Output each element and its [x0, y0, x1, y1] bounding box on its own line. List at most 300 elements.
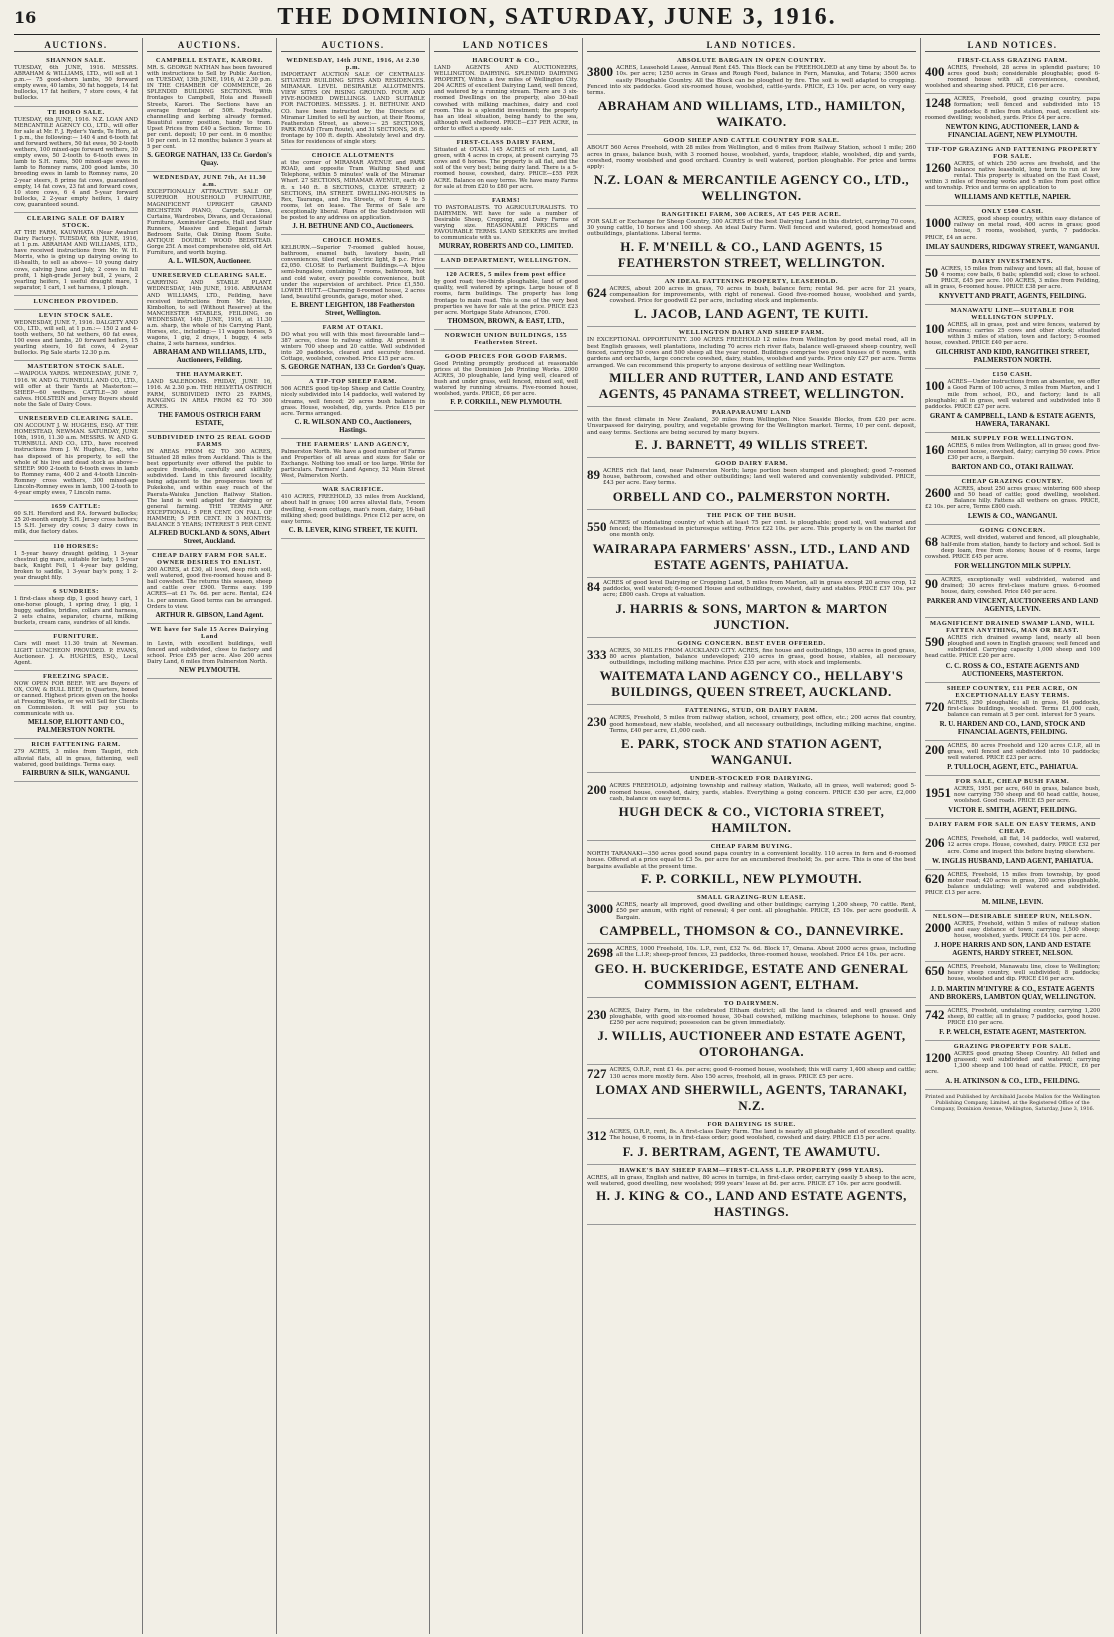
advertisement	[925, 525, 1100, 574]
ad-body: 200 ACRES, at £30, all level, deep rich soil, well watered, good five-roomed house and 8-bail cowshed. The returns this season, sheep and cattle over £900. Terms easy. 199 ACRES—at £1 7s. 6d. per acre. Rental, £24 1s. per annum. Good terms can be arranged. Orders to view.	[147, 567, 272, 610]
advertiser-name: E. J. BARNETT, 49 WILLIS STREET.	[634, 436, 869, 452]
advertisement	[925, 962, 1100, 1005]
advertisement	[14, 631, 138, 670]
advertisement	[925, 741, 1100, 776]
advertiser-name: J. HARRIS & SONS, MARTON & MARTON JUNCTION.	[615, 600, 888, 632]
advertisement	[281, 322, 425, 376]
ad-body: ACRES, O.R.P., rent £1 4s. per acre; good 6-roomed house, woolshed; this will carry 1,400 sheep and cattle; 130 acres more mostly fern. Also 150 acres, freehold, all in grass. PRICE £5 per acre.	[609, 1067, 916, 1080]
ad-body: ACRES, Freehold, good grazing country, papa formation; well fenced and subdivided into 15 paddocks; 8 miles from station, road, excellent six-roomed dwelling; woolshed, yards. Price £4 per acre.	[925, 96, 1100, 121]
ads-list	[14, 55, 138, 782]
ad-heading: MILK SUPPLY FOR WELLINGTON.	[951, 434, 1074, 442]
acreage-figure: 100	[925, 378, 945, 394]
advertiser-name: ABRAHAM AND WILLIAMS, LTD., Auctioneers, Feilding.	[152, 348, 267, 365]
advertiser-name: WAIRARAPA FARMERS' ASSN., LTD., LAND AND ESTATE AGENTS, PAHIATUA.	[592, 540, 911, 572]
ad-body: ACRES, Freehold, Manawatu line, close to Wellington; heavy sheep country, well subdivided; 8 paddocks; house, woolshed and dip. PRICE £16 per acre.	[947, 964, 1100, 983]
ad-heading: THE HAYMARKET.	[176, 371, 243, 379]
acreage-figure: 2000	[925, 920, 951, 935]
acreage-figure: 720	[925, 698, 945, 714]
section-heading: LAND NOTICES.	[925, 40, 1100, 52]
advertiser-name: LOMAX AND SHERWILL, AGENTS, TARANAKI, N.Z.	[595, 1082, 908, 1114]
ad-heading: LEVIN STOCK SALE.	[38, 311, 114, 319]
ad-heading: CHOICE ALLOTMENTS	[311, 152, 395, 160]
acreage-figure: 333	[587, 646, 607, 662]
ad-body: ACRES FREEHOLD, adjoining township and railway station, Waikato, all in grass, well watered; good 5-roomed house, cowshed, dairy, yards, stables. Everything a going concern. PRICE £30 per acre, £2,000 cash, balance on easy terms.	[609, 783, 916, 802]
advertisement	[14, 107, 138, 213]
ad-body: ACRES, about 200 acres in grass, 70 acres in bush, balance fern; rental 9d. per acre for 21 years, compensation for improvements, with right of renewal. Good five-roomed house, woolshed and yards, cowshed. Price for goodwill £2 per acre, including stock and implements.	[609, 285, 916, 305]
advertisement	[587, 327, 916, 406]
advertisement	[925, 206, 1100, 255]
ad-heading: TO DAIRYMEN.	[723, 999, 780, 1007]
imprint-footer: Printed and Published by Archibald Jacobs Mallon for the Wellington Publishing Company, Limited, at the Registered Office of the Company, Dominion Avenue, Wellington, Saturday, June 3, 1916.	[925, 1094, 1100, 1113]
acreage-figure: 1248	[925, 95, 951, 111]
acreage-figure: 1260	[925, 159, 951, 175]
ad-heading: THE FARMERS' LAND AGENCY,	[296, 440, 410, 448]
ad-heading: CAMPBELL ESTATE, KARORI.	[155, 57, 264, 64]
column-land-notices-3	[921, 38, 1104, 1634]
advertiser-name: ARTHUR R. GIBSON, Land Agent.	[155, 610, 264, 619]
advertisement	[434, 195, 578, 256]
advertisement	[587, 458, 916, 510]
section-heading: LAND NOTICES.	[587, 40, 916, 52]
acreage-figure: 550	[587, 518, 607, 534]
ad-heading: FARM AT OTAKI.	[322, 323, 384, 331]
acreage-figure: 160	[925, 441, 945, 457]
ad-heading: FOR DAIRYING IS SURE.	[707, 1121, 796, 1129]
ad-body: 60 S.H. Hereford and P.A. forward bullocks; 25 20-month empty S.H. Jersey cross heifers; 15 S.H. Jersey dry cows; 3 dairy cows in milk, due factory dates.	[14, 511, 138, 536]
ad-body: IN AREAS FROM 62 TO 300 ACRES, Situated 28 miles from Auckland. This is the best opportunity ever offered the public to acquire freeholds, carefully and skilfully subdivided. Land in this favoured locality, being adjacent to the prosperous town of Pukekohe, and within easy reach of the Paerata-Waiuku Junction Railway Station. The land is well adapted for dairying or general farming. THE TERMS ARE EXCEPTIONAL: 5 PER CENT. ON FALL OF HAMMER; 5 PER CENT. IN 3 MONTHS; BALANCE 5 YEARS; INTEREST 5 PER CENT.	[147, 448, 272, 528]
ad-heading: UNRESERVED CLEARING SALE.	[152, 272, 267, 280]
ad-body: with the finest climate in New Zealand, 30 miles from Wellington. Nice Seaside Blocks, from £20 per acre. Unsurpassed for dairying, poultry, and vegetable growing for the Wellington market. Terms, 10 per cent. deposit, and easy terms. Sections are being secured by many buyers.	[587, 416, 916, 436]
ad-heading: MANAWATU LINE—SUITABLE FOR WELLINGTON SUPPLY.	[950, 306, 1075, 321]
acreage-figure: 742	[925, 1006, 945, 1022]
advertisement	[925, 369, 1100, 432]
column-land-notices-2	[583, 38, 921, 1634]
advertisement	[587, 135, 916, 208]
advertiser-name: E. PARK, STOCK AND STATION AGENT, WANGANUI.	[621, 736, 882, 768]
advertisement	[925, 256, 1100, 305]
page-number: 16	[14, 7, 37, 27]
advertisement	[925, 94, 1100, 143]
ad-body: ACRES, O.R.P., rent, 8s. A first-class Dairy Farm. The land is nearly all ploughable and of excellent quality. The house, 6 rooms, is in first-class order; good woolshed, cowshed and dairy. PRICE £15 per acre.	[609, 1129, 916, 1142]
ad-body: ACRES, 6 miles from Wellington, all in grass; good five-roomed house, cowshed, dairy; carrying 50 cows. Price £30 per acre, a Bargain.	[947, 442, 1100, 461]
advertiser-name: MILLER AND RUTTER, LAND AND ESTATE AGENTS, 45 PANAMA STREET, WELLINGTON.	[598, 369, 905, 401]
advertiser-name: CAMPBELL, THOMSON & CO., DANNEVIRKE.	[599, 922, 904, 938]
ad-body: ACRES, 250 ploughable; all in grass, 84 paddocks, first-class buildings, woolshed. Terms £1,000 cash, balance can remain at 5 per cent. interest for 5 years.	[947, 699, 1100, 718]
ad-body: ACRES, nearly all improved, good dwelling and other buildings; carrying 1,200 sheep, 70 cattle. Rent, £50 per annum, with right of renewal; 4 per cent. all ploughable. PRICE, £5 10s. per acre goodwill. A Bargain.	[616, 902, 916, 921]
acreage-figure: 200	[925, 741, 945, 757]
acreage-figure: 100	[925, 320, 945, 336]
ad-heading: 110 HORSES:	[53, 542, 99, 550]
acreage-figure: 200	[587, 782, 607, 798]
advertisement	[14, 361, 138, 413]
advertiser-name: HUGH DECK & CO., VICTORIA STREET, HAMILTON.	[618, 804, 885, 836]
advertisement	[925, 911, 1100, 962]
advertisement	[14, 671, 138, 740]
ad-body: LAND SALEROOMS. FRIDAY, JUNE 16, 1916. At 2.30 p.m. THE HELVETIA OSTRICH FARM, SUBDIVIDED INTO 25 FARMS, RANGING IN AREA FROM 62 TO 300 ACRES.	[147, 379, 272, 410]
acreage-figure: 1951	[925, 785, 951, 801]
ads-list	[281, 55, 425, 539]
advertiser-name: H. J. KING & CO., LAND AND ESTATE AGENTS, HASTINGS.	[596, 1188, 907, 1220]
ad-body: by good road; two-thirds ploughable, land of good quality, well watered by springs. Large house of 8 rooms, farm buildings. The property has long frontage to main road. This is one of the very best properties we have for sale at the price. PRICE £23 per acre. Mortgage State Advances, £700.	[434, 279, 578, 316]
advertisement	[14, 586, 138, 631]
ad-body: FOR SALE or Exchange for Sheep Country, 300 ACRES of the best Dairying Land in this district, carrying 70 cows, 30 young cattle, 10 horses and 100 sheep. An ideal Dairy Farm. Well fenced and watered, good homestead and outbuildings, plantations. Liberal terms.	[587, 218, 916, 238]
ad-body: ACRES, of which 250 acres are freehold, and the balance native leasehold, long term to run at low rental. This property is situated on the East Coast, within 3 miles of freezing works and 5 miles from post office and township. Price and terms on application to	[925, 160, 1100, 192]
advertisement	[587, 1065, 916, 1119]
ad-heading: SHEEP COUNTRY, £11 PER ACRE, ON EXCEPTIONALLY EASY TERMS.	[946, 684, 1079, 699]
ads-list	[147, 55, 272, 679]
ad-body: ACRES, 1000 Freehold, 10s. L.P., rent, £32 7s. 6d. Block 17, Omana. About 2000 acres grass, including all the L.I.P.; sheep-proof fences, 23 paddocks, three-roomed house, woolshed. Price £4 10s. per acre.	[616, 945, 916, 959]
column-auctions-3	[277, 38, 430, 1634]
advertisement	[925, 144, 1100, 206]
ad-body: TUESDAY, 6th JUNE, 1916. MESSRS. ABRAHAM & WILLIAMS, LTD., will sell at 1 p.m.— 75 good-shorn lambs, 50 forward empty ewes, 40 lambs, 30 fat hoggets, 14 fat bullocks, 17 fat heifers, 7 store cows, 4 fat bullocks.	[14, 65, 138, 102]
ad-body: ACRES, Freehold, undulating country, carrying 1,200 sheep, 80 cattle; all in grass; 7 paddocks, good house. PRICE £10 per acre.	[947, 1007, 1100, 1026]
advertiser-name: WILLIAMS AND KETTLE, NAPIER.	[954, 193, 1071, 202]
ad-heading: PARAPARAUMU LAND	[711, 408, 792, 416]
advertisement	[925, 1006, 1100, 1041]
ad-body: TUESDAY, 6th JUNE, 1916. N.Z. LOAN AND MERCANTILE AGENCY CO., LTD., will offer for sale at Mr. F. J. Ryder's Yards, Te Horo, at 1 p.m., the following:— 140 4 and 6-tooth fat and forward wethers, 50 fat ewes, 50 2-tooth wethers, 100 mixed-age forward wethers, 30 empty ewes, 50 2-tooth to 6-tooth ewes in lamb to S.H. rams, 500 mixed-age ewes in lamb to Romney rams, 200 good lambs, 30 breeding ewes in lamb to Romney rams, 20 2-year steers, 8 prime fat cows, guaranteed empty, 14 fat cows, 23 fat and forward cows, 10 store cows, 6 4 and 5-year forward bullocks, 2 2-year empty heifers, 1 dairy cow, guaranteed sound.	[14, 116, 138, 208]
advertisement	[14, 213, 138, 296]
ad-heading: SHANNON SALE.	[46, 57, 106, 64]
acreage-figure: 1000	[925, 215, 951, 231]
ad-body: MR. S. GEORGE NATHAN has been favoured with instructions to Sell by Public Auction, on TUESDAY, 13th JUNE, 1916, At 2.30 p.m. IN THE CHAMBER OF COMMERCE, 26 SPLENDID BUILDING SECTIONS. With frontages to Campbell, Hoia and Russell Streets, Karori. The Sections have an average frontage of 50ft. Footpaths, channelling and kerbing already formed. Beautiful sunny position, handy to tram. Upset Prices from £40 a Section. Terms: 10 per cent. deposit; 10 per cent. in 6 months; 10 per cent. in 12 months; balance 3 years at 5 per cent.	[147, 65, 272, 151]
advertisement	[925, 55, 1100, 94]
acreage-figure: 230	[587, 1006, 607, 1022]
advertiser-name: GRANT & CAMPBELL, LAND & ESTATE AGENTS, HAWERA, TARANAKI.	[929, 411, 1096, 428]
ad-heading: FURNITURE.	[53, 633, 99, 641]
advertisement	[925, 575, 1100, 618]
advertisement	[14, 310, 138, 362]
advertisement	[281, 235, 425, 322]
ad-heading: AN IDEAL FATTENING PROPERTY, LEASEHOLD.	[664, 277, 839, 285]
section-heading: AUCTIONS.	[14, 40, 138, 52]
ad-heading: FIRST-CLASS DAIRY FARM,	[456, 139, 556, 147]
advertiser-name: F. P. CORKILL, NEW PLYMOUTH.	[450, 398, 562, 407]
ad-body: Good Printing promptly produced at reasonable prices at the Dominion Job Printing Works. 2000 ACRES, 30 ploughable, land lying well, cleared of bush and under grass, well fenced, mixed soil, well watered by running streams. Five-roomed house, woolshed, yards. PRICE, £6 per acre.	[434, 360, 578, 398]
advertisement	[147, 432, 272, 550]
advertiser-name: FAIRBURN & SILK, WANGANUI.	[22, 768, 130, 777]
ad-body: ACRES, all in grass, English and native, 80 acres in turnips, in first-class order, carrying easily 5 sheep to the acre, well watered, good dwelling, new woolshed; 999 years' lease at 8d. per acre. PRICE £7 10s. per acre goodwill.	[587, 1174, 916, 1187]
advertiser-name: C. R. WILSON AND CO., Auctioneers, Hastings.	[294, 417, 412, 434]
advertiser-name: GILCHRIST AND KIDD, RANGITIKEI STREET, PALMERSTON NORTH.	[935, 348, 1090, 365]
ad-heading: FIRST-CLASS GRAZING FARM.	[957, 57, 1068, 64]
ad-heading: £150 CASH.	[992, 371, 1033, 379]
advertiser-name: H. F. M'NEILL & CO., LAND AGENTS, 15 FEATHERSTON STREET, WELLINGTON.	[617, 238, 886, 270]
advertiser-name: J. H. BETHUNE AND CO., Auctioneers.	[292, 222, 414, 231]
ad-body: 1 5-year heavy draught gelding, 1 3-year chestnut gig mare, suitable for lady, 1 5-year back, Knight Fell, 1 4-year bay gelding, broken to saddle, 1 3-year bay's pony, 1 2-year draught filly.	[14, 550, 138, 581]
ad-heading: UNRESERVED CLEARING SALE.	[18, 415, 134, 423]
ad-heading: MAGNIFICENT DRAINED SWAMP LAND, WILL FATTEN ANYTHING, MAN OR BEAST.	[930, 620, 1095, 635]
ad-heading: GOOD PRICES FOR GOOD FARMS.	[444, 352, 568, 360]
ad-heading: GOOD SHEEP AND CATTLE COUNTRY FOR SALE.	[663, 137, 840, 145]
advertiser-name: BARTON AND CO., OTAKI RAILWAY.	[951, 463, 1074, 472]
advertisement	[587, 209, 916, 276]
ad-body: EXCEPTIONALLY ATTRACTIVE SALE OF SUPERIOR HOUSEHOLD FURNITURE, MAGNIFICENT UPRIGHT GRAND BECHSTEIN PIANO, Carpets, Linos, Curtains, Wardrobes, Divans, and Occasional Furniture, Axminster Carpets, Hall and Stair Runners, Massive and Elegant Jarrah Bedroom Suite, Oak Dining Room Suite. ANTIQUE DOUBLE WOOD BEDSTEAD. Gorge 25f. A most comprehensive old, old Art Furniture, and worth buying.	[147, 189, 272, 257]
ad-body: ACRES, Dairy Farm, in the celebrated Eltham district; all the land is cleared and well grassed and ploughable, with good six-roomed house, 30-bail cowshed, milking machines, telephone to house. Only £250 per acre required; possession can be given immediately.	[609, 1007, 916, 1027]
advertisement	[434, 55, 578, 137]
ad-body: DO what you will with this most favourable land—387 acres, close to railway siding. At present it winters 700 sheep and 20 cattle. Well subdivided into 20 paddocks, cleared and securely fenced. Cottage, woolshed, cowshed. Price £15 per acre.	[281, 331, 425, 363]
ad-body: ACRES, Freehold, 28 acres in splendid pasture; 10 acres good bush; considerable ploughable; good 6-roomed house with all conveniences, cowshed, woolshed and shearing shed. PRICE, £16 per acre.	[925, 65, 1100, 90]
ad-heading: FARMS!	[492, 196, 520, 204]
ad-heading: WE have for Sale 15 Acres Dairying Land	[150, 625, 269, 640]
advertiser-name: FOR WELLINGTON MILK SUPPLY.	[954, 561, 1071, 570]
advertiser-name: KNYVETT AND PRATT, AGENTS, FEILDING.	[938, 291, 1087, 300]
ad-body: TO PASTORALISTS. TO AGRICULTURALISTS. TO DAIRYMEN. WE have for sale a number of Desirable Sheep, Cropping, and Dairy Farms of varying size. REASONABLE PRICES and FAVOURABLE TERMS. LAND SEEKERS are invited to communicate with us.	[434, 204, 578, 242]
ad-body: Palmerston North. We have a good number of Farms and Properties of all areas and sizes for Sale or Exchange. Nothing too small or too large. Write for particulars. Farmers' Land Agency, 52 Main Street West, Palmerston North.	[281, 448, 425, 480]
ad-heading: FREEZING SPACE.	[42, 672, 110, 680]
advertisement	[587, 1119, 916, 1165]
advertiser-name: J. D. MARTIN M'INTYRE & CO., ESTATE AGENTS AND BROKERS, LAMBTON QUAY, WELLINGTON.	[929, 984, 1096, 1001]
advertisement	[587, 638, 916, 706]
ads-list	[925, 55, 1100, 1090]
ad-body: ACRES, 30 MILES FROM AUCKLAND CITY. ACRES, fine house and outbuildings, 150 acres in good grass, 80 acres plantation, balance undeveloped; 210 acres in grass, good house, stables, all necessary outbuildings, including milking machine. Price £35 per acre, with stock and implements.	[609, 647, 916, 667]
advertiser-name: A. H. ATKINSON & CO., LTD., FEILDING.	[945, 1077, 1080, 1086]
advertiser-name: ORBELL AND CO., PALMERSTON NORTH.	[612, 488, 891, 504]
advertiser-name: NEWTON KING, AUCTIONEER, LAND & FINANCIAL AGENT, NEW PLYMOUTH.	[945, 122, 1080, 139]
advertiser-name: S. GEORGE NATHAN, 133 Cr. Gordon's Quay.	[281, 363, 425, 372]
ad-body: ACRES, Freehold, 5 miles from railway station, school, creamery, post office, etc.; 200 acres flat country, good homestead, new stable, woolshed, and all necessary outbuildings, including milking machine, engine. Terms, £40 per acre, £1,000 cash.	[609, 715, 916, 734]
acreage-figure: 400	[925, 64, 945, 79]
acreage-figure: 727	[587, 1066, 607, 1082]
ad-body: ACRES, well divided, watered and fenced, all ploughable, half-mile from station, handy to factory and school. Soil is deep loam, free from stones; house of 6 rooms, large cowshed. PRICE £45 per acre.	[925, 535, 1100, 560]
advertisement	[147, 550, 272, 624]
advertiser-name: E. BRENT LEIGHTON, 188 Featherston Street, Wellington.	[291, 300, 415, 317]
acreage-figure: 89	[587, 466, 600, 482]
advertiser-name: J. WILLIS, AUCTIONEER AND ESTATE AGENT, OTOROHANGA.	[597, 1028, 906, 1060]
advertisement	[14, 501, 138, 540]
acreage-figure: 84	[587, 578, 600, 594]
ad-heading: WELLINGTON DAIRY AND SHEEP FARM.	[678, 329, 825, 337]
ad-body: ACRES rich drained swamp land, nearly all been ploughed and sown in English grasses; well fenced and subdivided. Carrying capacity 1,000 sheep and 100 head cattle. PRICE £20 per acre.	[925, 635, 1100, 660]
ads-list	[587, 55, 916, 1225]
ad-heading: FATTENING, STUD, OR DAIRY FARM.	[685, 707, 818, 715]
ad-heading: TIP-TOP GRAZING AND FATTENING PROPERTY FOR SALE.	[927, 145, 1098, 160]
ad-body: ACRES good grazing Sheep Country. All felled and grassed; well subdivided and watered; carrying 1,300 sheep and 100 head of cattle. PRICE, £6 per acre.	[925, 1050, 1100, 1076]
advertisement	[587, 841, 916, 892]
ad-heading: MASTERTON STOCK SALE.	[27, 363, 125, 371]
acreage-figure: 1200	[925, 1049, 951, 1065]
ad-heading: 120 ACRES, 5 miles from post office	[445, 271, 567, 279]
ad-body: IN EXCEPTIONAL OPPORTUNITY. 300 ACRES FREEHOLD 12 miles from Wellington by good metal road, all in best English grasses, well plantations, including 70 acres rich river flats, balance well-grassed sheep country, well fenced, carrying 50 cows and 500 sheep all the year round. Buildings comprise two good houses of 6 rooms, with gardens and orchards, large concrete cowshed, dairy, stables, woolshed and yards. Price only £27 per acre. Terms arranged. We can recommend this property to anyone desirous of settling near Wellington.	[587, 337, 916, 369]
ad-heading: CHEAP GRAZING COUNTRY.	[961, 478, 1064, 486]
advertisement	[925, 476, 1100, 525]
ad-heading: LAND DEPARTMENT, WELLINGTON.	[440, 257, 572, 265]
ad-heading: 1659 CATTLE:	[51, 503, 101, 511]
advertisement	[587, 705, 916, 773]
ad-body: ON ACCOUNT J. W. HUGHES, ESQ. AT THE HOMESTEAD, NEWMAN. SATURDAY, JUNE 10th, 1916, 11.30 a.m. MESSRS. W. AND G. TURNBULL AND CO., LTD., have received instructions from J. W. Hughes, Esq., who has disposed of his property, to sell the whole of his live and dead stock as above— SHEEP: 900 2-tooth to 6-tooth ewes in lamb to Romney rams, 400 2 and 4-tooth Lincoln-Romney cross wethers, 300 mixed-age Lincoln-Romney ewes in lamb, 100 2-tooth to 4-year empty ewes, 7 Lincoln rams.	[14, 423, 138, 497]
advertiser-name: F. P. CORKILL, NEW PLYMOUTH.	[640, 871, 863, 887]
advertisement	[281, 150, 425, 235]
ad-heading: CHOICE HOMES.	[322, 237, 384, 245]
ad-heading: HAWKE'S BAY SHEEP FARM—FIRST-CLASS L.I.P. PROPERTY (999 YEARS).	[619, 1166, 884, 1174]
ad-heading: SUBDIVIDED INTO 25 REAL GOOD FARMS	[148, 433, 271, 448]
ad-heading: UNDER-STOCKED FOR DAIRYING.	[689, 775, 814, 783]
advertisement	[434, 255, 578, 269]
ad-body: ACRES, 1951 per acre, 640 in grass, balance bush, now carrying 750 sheep and 60 head cattle, house, woolshed. Good roads. PRICE £5 per acre.	[954, 786, 1100, 805]
ad-heading: DAIRY INVESTMENTS.	[971, 257, 1053, 265]
masthead	[14, 0, 1100, 35]
ad-body: ACRES of undulating country of which at least 75 per cent. is ploughable; good soil, well watered and fenced; the Homestead in picturesque setting. Price £22 10s. per acre. This property is on the market for one month only.	[609, 519, 916, 539]
advertisement	[587, 276, 916, 328]
advertiser-name: R. U. HARDEN AND CO., LAND, STOCK AND FINANCIAL AGENTS, FEILDING.	[939, 719, 1086, 736]
acreage-figure: 90	[925, 575, 938, 591]
ad-body: Situated at OTAKI. 145 ACRES of rich Land, all green, with 4 acres in crops, at present carrying 75 cows and 6 horses. The property is all flat, and the soil of the very best; being dairy land. There is a 5-roomed house, cowshed, dairy. PRICE—£55 PER ACRE. Balance on easy terms. We have many Farms for sale at from £20 to £80 per acre.	[434, 147, 578, 190]
advertiser-name: THOMSON, BROWN, & EAST, LTD.,	[447, 316, 565, 325]
advertisement	[587, 1165, 916, 1226]
ad-body: WEDNESDAY, JUNE 7, 1916. DALGETY AND CO., LTD., will sell, at 1 p.m.:— 150 2 and 4-tooth wethers, 50 fat wethers, 60 fat ewes, 100 ewes and lambs, 20 forward heifers, 15 yearling steers, 10 fat cows, 4 2-year bullocks. Pig Sale starts 12.30 p.m.	[14, 319, 138, 357]
section-heading: LAND NOTICES	[434, 40, 578, 52]
ad-heading: GOOD DAIRY FARM.	[714, 459, 789, 467]
ad-body: AT THE FARM, KAUWHATA (Near Awahuri Dairy Factory). TUESDAY, 6th JUNE, 1916, at 1 p.m. ABRAHAM AND WILLIAMS, LTD., have received instructions from Mr. W. H. Morris, who is giving up dairying owing to ill-health, to sell as above— 10 young dairy cows, calving June and July, 2 cows in full profit, 1 high-grade Jersey bull, 2 years, 2 yearling heifers, 1 useful draught mare, 1 separator, 1 cart, 1 set harness, 1 plough.	[14, 229, 138, 291]
ad-body: ACRES rich flat land, near Palmerston North; large portion been stumped and ploughed; good 7-roomed house, bathroom, cowshed and other outbuildings; land well watered and conveniently subdivided. PRICE, £43 per acre. Easy terms.	[603, 467, 916, 487]
advertisement	[14, 413, 138, 501]
advertiser-name: GEO. H. BUCKERIDGE, ESTATE AND GENERAL COMMISSION AGENT, ELTHAM.	[594, 960, 909, 992]
ad-heading: SMALL GRAZING-RUN LEASE.	[696, 894, 807, 902]
acreage-figure: 620	[925, 870, 945, 886]
advertiser-name: A. L. WILSON, Auctioneer.	[168, 257, 251, 266]
advertisement	[434, 137, 578, 195]
ad-heading: RICH FATTENING FARM.	[31, 741, 121, 749]
ad-heading: WEDNESDAY, JUNE 7th, At 11.30 a.m.	[152, 174, 267, 189]
advertiser-name: F. J. BERTRAM, AGENT, TE AWAMUTU.	[622, 1143, 881, 1159]
advertisement	[587, 510, 916, 578]
acreage-figure: 230	[587, 714, 607, 730]
advertisement	[925, 776, 1100, 819]
columns	[10, 38, 1104, 1634]
advertisement	[147, 624, 272, 679]
advertiser-name: N.Z. LOAN & MERCANTILE AGENCY CO., LTD., WELLINGTON.	[593, 171, 910, 203]
advertisement	[925, 819, 1100, 869]
ad-body: ACRES, 15 miles from railway and town; all flat, house of 4 rooms; cow bails, 6 bails; splendid soil; close to school. PRICE, £45 per acre. 100 ACRES, 3 miles from Feilding, all in grass, 6-roomed house. PRICE £38 per acre.	[925, 265, 1100, 290]
advertisement	[587, 773, 916, 841]
ad-heading: GOING CONCERN.	[979, 527, 1046, 535]
ad-heading: HARCOURT & CO.,	[472, 57, 540, 64]
advertiser-name: P. TULLOCH, AGENT, ETC., PAHIATUA.	[947, 763, 1078, 772]
acreage-figure: 68	[925, 534, 938, 550]
ad-heading: NORWICH UNION BUILDINGS, 155 Featherston Street.	[444, 331, 568, 346]
ad-body: 410 ACRES, FREEHOLD, 33 miles from Auckland, about half in grass; 100 acres alluvial flats, 7-room dwelling, 4-room cottage, man's room, dairy, 16-bail milking shed; good buildings. Price £12 per acre, on easy terms.	[281, 494, 425, 525]
ad-heading: GOING CONCERN. BEST EVER OFFERED.	[677, 639, 826, 647]
acreage-figure: 206	[925, 835, 945, 851]
advertiser-name: VICTOR E. SMITH, AGENT, FEILDING.	[948, 806, 1077, 815]
ad-body: 1 first-class sheep dip, 1 good heavy cart, 1 one-horse plough, 1 spring dray, 1 gig, 1 buggy, saddles, bridles, collars and harness, 2 sets chains, separator, churns, milking buckets, cream cans, sundries of all kinds.	[14, 596, 138, 627]
advertiser-name: IMLAY SAUNDERS, RIDGWAY STREET, WANGANUI.	[925, 242, 1100, 251]
advertiser-name: C. B. LEVER, KING STREET, TE KUITI.	[288, 525, 418, 534]
ad-heading: NELSON—DESIRABLE SHEEP RUN, NELSON.	[932, 913, 1093, 920]
advertisement	[281, 376, 425, 438]
ad-body: CARRYING AND STABLE PLANT. WEDNESDAY, 14th JUNE, 1916. ABRAHAM AND WILLIAMS, LTD., Feilding, have received instructions from Mr. Davies, Kimbolton, to sell (Without Reserve) at the MANCHESTER STABLES, FEILDING, on WEDNESDAY, 14th JUNE, 1916, at 11.30 a.m. sharp, the whole of his Carrying Plant, Horses, etc., including:— 11 wagon horses, 5 wagons, 1 gig, 2 drays, 1 buggy, 4 sets chains, 2 sets harness, sundries.	[147, 280, 272, 348]
ad-body: ACRES, all in grass, post and wire fences, watered by streams; carries 25 cows and other stock; situated within 3 miles of station, town and factory; 5-roomed house, cowshed. PRICE £40 per acre.	[925, 321, 1100, 347]
advertiser-name: LEWIS & CO., WANGANUI.	[967, 512, 1058, 521]
advertiser-name: F. P. WELCH, ESTATE AGENT, MASTERTON.	[939, 1027, 1086, 1036]
ad-body: ACRES, about 250 acres grass; wintering 600 sheep and 50 head of cattle; good dwelling, woolshed. Balance hilly. Fattens all wethers on grass. PRICE, £2 10s. per acre, Terms £800 cash.	[925, 486, 1100, 511]
section-heading: AUCTIONS.	[281, 40, 425, 52]
ad-body: —WAIPOUA YARDS. WEDNESDAY, JUNE 7, 1916. W. AND G. TURNBULL AND CO., LTD., will offer at their Yards at Masterton:— SHEEP—60 wethers. CATTLE—30 steer calves. HOLSTEIN and Jersey Buyers should note the Sale of Dairy Cows.	[14, 371, 138, 408]
ad-heading: FOR SALE, CHEAP BUSH FARM.	[955, 778, 1070, 786]
ad-body: 506 ACRES good tip-top Sheep and Cattle Country, nicely subdivided into 14 paddocks, well watered by streams, well fenced; 20 acres bush balance in grass. House, woolshed, dip, yards. Price £15 per acre. Terms arranged.	[281, 386, 425, 417]
advertisement	[587, 55, 916, 135]
advertisement	[147, 172, 272, 270]
ad-heading: THE PICK OF THE BUSH.	[706, 511, 797, 519]
acreage-figure: 2600	[925, 485, 951, 501]
ad-heading: GRAZING PROPERTY FOR SALE.	[953, 1042, 1072, 1050]
ad-body: ACRES, exceptionally well subdivided, watered and drained; 30 acres first-class mature grass. 6-roomed house, dairy, cowshed. Price £40 per acre.	[941, 576, 1100, 596]
ad-heading: LUNCHEON PROVIDED.	[33, 297, 119, 305]
ad-heading: CLEARING SALE OF DAIRY STOCK.	[26, 214, 126, 229]
ad-body: at the corner of MIRAMAR AVENUE and PARK ROAD, and opposite Tram Waiting Shed and Telephone, within 5 minutes' walk of the Miramar Wharf. 27 SECTIONS, MIRAMAR AVENUE, each 40 ft. x 140 ft. 8 SECTIONS, CLYDE STREET; 2 SECTIONS, IRA STREET. DWELLING-HOUSES in Rex, Tauranga, and Ira Streets, of from 4 to 5 rooms, let on lease. The Terms of Sale are exceptionally liberal. Plans of the Subdivision will be posted to any address on application.	[281, 160, 425, 221]
acreage-figure: 650	[925, 963, 945, 979]
advertisement	[925, 1041, 1100, 1090]
ad-body: ACRES—Under instructions from an absentee, we offer a Good Farm of 100 acres, 3 miles from Marton, and 1 mile from school, P.O., and factory; land is all ploughable; all in grass, well watered and subdivided into 8 paddocks. PRICE £27 per acre.	[925, 379, 1100, 410]
ad-body: LAND AGENTS AND AUCTIONEERS, WELLINGTON. DAIRYING. SPLENDID DAIRYING PROPERTY, Within a few miles of Wellington City. 204 ACRES of excellent Dairying Land, well fenced, and watered by a running stream. There are 3 six-roomed Dwellings on the property, also 30-bail cowshed with milking machines, dairy and cool room. This is a splendid investment; the property has an ideal situation, being handy to the sea, although well sheltered. PRICE—£37 PER ACRE, in order to effect a speedy sale.	[434, 65, 578, 132]
advertisement	[587, 892, 916, 944]
ad-heading: CHEAP DAIRY FARM FOR SALE. OWNER DESIRES TO ENLIST.	[152, 552, 267, 567]
advertisement	[281, 484, 425, 538]
acreage-figure: 3000	[587, 901, 613, 917]
advertiser-name: NEW PLYMOUTH.	[179, 666, 240, 675]
advertisement	[587, 407, 916, 458]
advertisement	[925, 618, 1100, 682]
ads-list	[434, 55, 578, 411]
advertiser-name: W. INGLIS HUSBAND, LAND AGENT, PAHIATUA.	[932, 856, 1093, 865]
advertisement	[587, 998, 916, 1066]
advertisement	[925, 305, 1100, 369]
acreage-figure: 3800	[587, 64, 613, 79]
advertiser-name: C. C. ROSS & CO., ESTATE AGENTS AND AUCTIONEERS, MASTERTON.	[945, 661, 1080, 678]
ad-body: ACRES, Freehold, all flat, 14 paddocks, well watered, 12 acres crops. House, cowshed, dairy. PRICE £32 per acre. Come and inspect this before buying elsewhere.	[947, 836, 1100, 855]
advertisement	[434, 269, 578, 330]
ad-body: 279 ACRES, 3 miles from Taupiri, rich alluvial flats, all in grass, fattening, well watered, good buildings. Terms easy.	[14, 749, 138, 768]
ad-body: ACRES, good sheep country, within easy distance of railway on metal road, 400 acres in grass; good house, 5 rooms, woolshed, yards, 7 paddocks. PRICE, £4 an acre.	[925, 216, 1100, 241]
ad-heading: DAIRY FARM FOR SALE ON EASY TERMS, AND CHEAP.	[928, 821, 1097, 836]
section-heading: AUCTIONS.	[147, 40, 272, 52]
advertiser-name: WAITEMATA LAND AGENCY CO., HELLABY'S BUILDINGS, QUEEN STREET, AUCKLAND.	[599, 668, 904, 700]
advertiser-name: J. HOPE HARRIS AND SON, LAND AND ESTATE AGENTS, HARDY STREET, NELSON.	[934, 941, 1091, 958]
ad-body: Cars will meet 11.30 train at Newman. LIGHT LUNCHEON PROVIDED. P. EVANS, Auctioneer. J. A. HUGHES, ESQ., Local Agent.	[14, 641, 138, 666]
column-auctions-1	[10, 38, 143, 1634]
advertiser-name: MELLSOP, ELIOTT AND CO., PALMERSTON NORTH.	[27, 718, 125, 735]
ad-body: NOW OPEN FOR BEEF. WE are Buyers of OX, COW, & BULL BEEF, in Quarters, boned or canned. Highest prices given on the hooks at Freezing Works, or we will Sell for Clients on Commission. It will pay you to communicate with us.	[14, 680, 138, 718]
ad-heading: TE HORO SALE.	[47, 108, 105, 116]
advertisement	[147, 369, 272, 431]
ad-body: IMPORTANT AUCTION SALE OF CENTRALLY-SITUATED BUILDING SITES AND RESIDENCES. MIRAMAR. LEVEL DESIRABLE ALLOTMENTS. VIEW SITES ON RISING GROUND. FOUR AND FIVE-ROOMED DWELLINGS. LAND SUITABLE FOR FACTORIES. MESSRS. J. H. BETHUNE AND CO. have been instructed by the Directors of Miramar Limited to sell by auction, at their Rooms, Featherston Street, as above:— 25 SECTIONS, PARK ROAD (Tram Route), and 31 SECTIONS, 36 ft. frontage by 100 ft. depth. Absolutely level and dry. Sites for residences of single story.	[281, 72, 425, 146]
acreage-figure: 50	[925, 264, 938, 280]
advertisement	[14, 296, 138, 310]
advertiser-name: M. MILNE, LEVIN.	[981, 898, 1044, 906]
ad-body: ABOUT 560 Acres Freehold, with 28 miles from Wellington, and 6 miles from Railway Station, school 1 mile; 260 acres in grass, balance bush, with 3 roomed house, woolshed, yards, trapdoor, stable, woolshed, dip and yards, cowshed, roomy woolshed and good orchard. Country is well watered, portion ploughable. For price and terms apply:	[587, 145, 916, 171]
ad-body: in Levin, with excellent buildings, well fenced and subdivided, close to factory and school. Price £95 per acre. Also 200 acres Dairy Land, 6 miles from Palmerston North.	[147, 640, 272, 665]
newspaper-title: THE DOMINION, SATURDAY, JUNE 3, 1916.	[277, 3, 837, 30]
advertisement	[14, 541, 138, 586]
advertiser-name: ABRAHAM AND WILLIAMS, LTD., HAMILTON, WAIKATO.	[597, 98, 906, 130]
ad-heading: ABSOLUTE BARGAIN IN OPEN COUNTRY.	[676, 57, 827, 64]
advertisement	[925, 683, 1100, 741]
advertisement	[14, 55, 138, 107]
advertisement	[434, 330, 578, 351]
advertisement	[587, 578, 916, 638]
ad-heading: RANGITIKEI FARM, 300 ACRES, AT £45 PER ACRE.	[661, 210, 842, 218]
advertisement	[434, 351, 578, 412]
ad-body: ACRES of good level Dairying or Cropping Land, 5 miles from Marton, all in grass except 20 acres crop, 12 paddocks, well watered; 6-roomed House and outbuildings, cowshed, dairy and stables. PRICE £37 10s. per acre; £800 cash. Crops at valuation.	[603, 579, 916, 599]
ad-heading: ONLY £500 CASH.	[981, 208, 1044, 216]
advertisement	[587, 944, 916, 998]
advertiser-name: ALFRED BUCKLAND & SONS, Albert Street, Auckland.	[149, 529, 270, 546]
ad-body: ACRES, Freehold, within 5 miles of railway station and easy distance of town; carrying 1,500 sheep; house, woolshed, yards. PRICE £4 10s. per acre.	[954, 921, 1100, 940]
advertisement	[281, 55, 425, 150]
ad-heading: CHEAP FARM BUYING.	[710, 843, 793, 851]
ad-body: ACRES, 80 acres Freehold and 120 acres C.I.P., all in grass, well fenced and subdivided into 10 paddocks; well watered. PRICE £23 per acre.	[947, 742, 1100, 761]
advertisement	[14, 739, 138, 781]
ad-heading: WAR SACRIFICE.	[322, 486, 384, 494]
